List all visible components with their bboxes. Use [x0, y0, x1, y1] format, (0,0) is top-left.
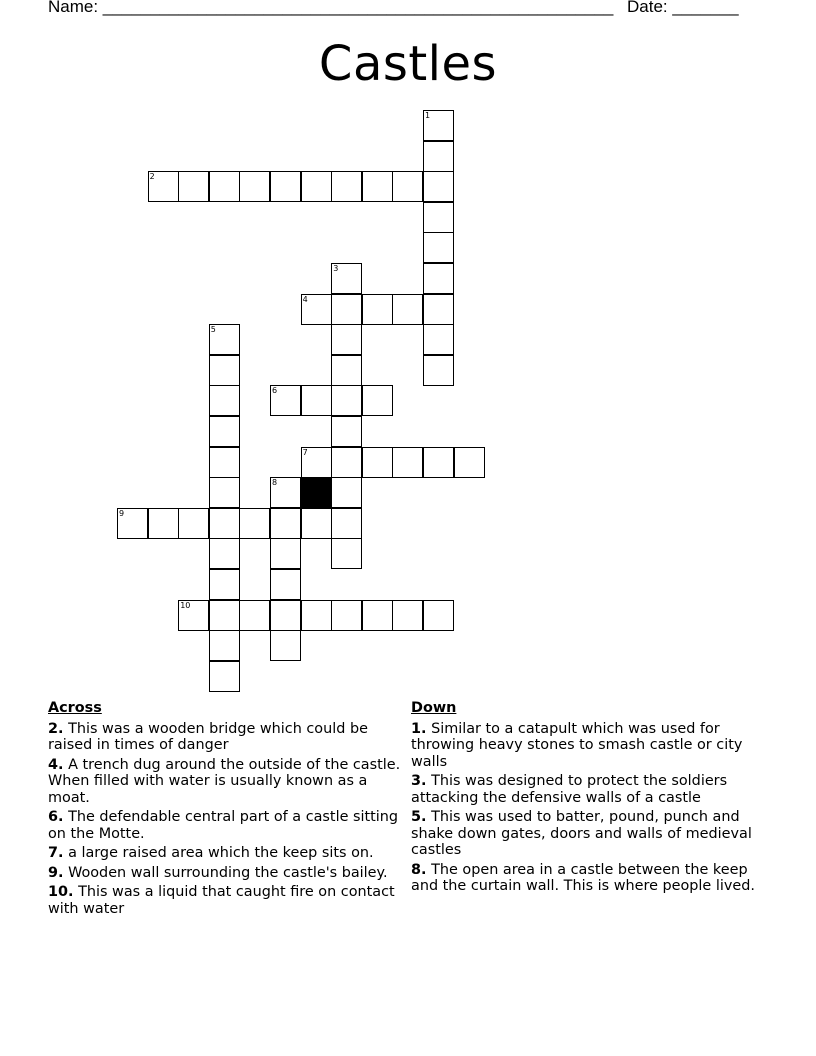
- grid-cell[interactable]: [178, 171, 209, 202]
- grid-cell[interactable]: [362, 385, 393, 416]
- grid-cell[interactable]: [117, 508, 148, 539]
- across-clue: [48, 865, 408, 882]
- grid-cell[interactable]: [270, 569, 301, 600]
- clue-number-label: 8: [272, 478, 278, 488]
- grid-cell[interactable]: [423, 110, 454, 141]
- clue-number-label: 4: [302, 294, 308, 304]
- down-clue: [411, 773, 771, 806]
- grid-cell[interactable]: [301, 447, 332, 478]
- grid-cell[interactable]: [209, 355, 240, 386]
- clue-text: A trench dug around the outside of the castle. When filled with water is usually known as a moat.: [48, 756, 401, 806]
- clue-number-label: 5: [210, 325, 216, 335]
- down-clue: [411, 862, 771, 895]
- grid-cell[interactable]: [301, 171, 332, 202]
- grid-cell[interactable]: [209, 324, 240, 355]
- grid-cell[interactable]: [209, 661, 240, 692]
- grid-cell[interactable]: [270, 385, 301, 416]
- across-clue: [48, 721, 408, 754]
- grid-cell[interactable]: [239, 600, 270, 631]
- across-clues: [48, 700, 408, 920]
- across-clue: [48, 845, 408, 862]
- date-field-label: Date: _______: [627, 0, 739, 16]
- clue-text: This was a liquid that caught fire on contact with water: [48, 884, 395, 917]
- grid-cell[interactable]: [209, 569, 240, 600]
- grid-cell[interactable]: [209, 508, 240, 539]
- grid-cell[interactable]: [454, 447, 485, 478]
- grid-cell[interactable]: [331, 294, 362, 325]
- grid-cell[interactable]: [270, 538, 301, 569]
- grid-block: [301, 477, 332, 508]
- clue-number-label: 10: [180, 600, 191, 610]
- grid-cell[interactable]: [423, 600, 454, 631]
- grid-cell[interactable]: [209, 385, 240, 416]
- grid-cell[interactable]: [423, 202, 454, 233]
- grid-cell[interactable]: [392, 294, 423, 325]
- grid-cell[interactable]: [331, 385, 362, 416]
- grid-cell[interactable]: [331, 538, 362, 569]
- clue-number-label: 2: [149, 172, 155, 182]
- clue-number: 5.: [411, 809, 427, 825]
- down-heading: Down: [411, 700, 457, 716]
- across-clue: [48, 757, 408, 807]
- grid-cell[interactable]: [239, 508, 270, 539]
- grid-cell[interactable]: [270, 508, 301, 539]
- grid-cell[interactable]: [239, 171, 270, 202]
- clue-text: The defendable central part of a castle sitting on the Motte.: [48, 809, 399, 842]
- grid-cell[interactable]: [270, 171, 301, 202]
- grid-cell[interactable]: [362, 294, 393, 325]
- grid-cell[interactable]: [392, 600, 423, 631]
- down-clue: [411, 721, 771, 771]
- grid-cell[interactable]: [301, 600, 332, 631]
- grid-cell[interactable]: [423, 171, 454, 202]
- clue-number-label: 3: [333, 264, 339, 273]
- clue-number-label: 1: [425, 111, 431, 120]
- grid-cell[interactable]: [423, 141, 454, 172]
- grid-cell[interactable]: [423, 324, 454, 355]
- grid-cell[interactable]: [331, 508, 362, 539]
- grid-cell[interactable]: [362, 600, 393, 631]
- clue-number: 4.: [48, 756, 64, 773]
- clue-text: a large raised area which the keep sits on.: [68, 845, 374, 861]
- grid-cell[interactable]: [362, 447, 393, 478]
- grid-cell[interactable]: [178, 508, 209, 539]
- grid-cell[interactable]: [301, 508, 332, 539]
- clue-text: The open area in a castle between the keep and the curtain wall. This is where people lived.: [411, 861, 755, 894]
- puzzle-title: Castles: [318, 36, 498, 92]
- clue-text: Wooden wall surrounding the castle's bailey.: [68, 864, 388, 881]
- grid-cell[interactable]: [423, 263, 454, 294]
- grid-cell[interactable]: [423, 294, 454, 325]
- clue-number: 6.: [48, 809, 64, 825]
- grid-cell[interactable]: [331, 355, 362, 386]
- clue-text: This was used to batter, pound, punch and shake down gates, doors and walls of medieval castles: [411, 809, 752, 858]
- grid-cell[interactable]: [423, 447, 454, 478]
- grid-cell[interactable]: [362, 171, 393, 202]
- grid-cell[interactable]: [209, 477, 240, 508]
- grid-cell[interactable]: [270, 477, 301, 508]
- grid-cell[interactable]: [209, 600, 240, 631]
- clue-number: 3.: [411, 773, 427, 789]
- grid-cell[interactable]: [392, 171, 423, 202]
- clue-number: 9.: [48, 864, 64, 881]
- grid-cell[interactable]: [331, 324, 362, 355]
- clue-number: 2.: [48, 720, 64, 737]
- clue-number: 10.: [48, 884, 74, 900]
- clue-text: This was designed to protect the soldiers attacking the defensive walls of a castle: [411, 773, 728, 806]
- down-clue: [411, 809, 771, 859]
- grid-cell[interactable]: [209, 171, 240, 202]
- name-field-label: Name: ______________________________________________________: [48, 0, 614, 16]
- grid-cell[interactable]: [331, 600, 362, 631]
- grid-cell[interactable]: [331, 263, 362, 294]
- grid-cell[interactable]: [331, 447, 362, 478]
- across-heading: Across: [48, 700, 102, 716]
- grid-cell[interactable]: [209, 630, 240, 661]
- clue-number: 8.: [411, 861, 427, 878]
- grid-cell[interactable]: [331, 171, 362, 202]
- clue-number: 1.: [411, 720, 427, 737]
- down-clues: [411, 700, 771, 898]
- clue-text: Similar to a catapult which was used for throwing heavy stones to smash castle or city walls: [411, 720, 743, 770]
- grid-cell[interactable]: [331, 477, 362, 508]
- across-clue: [48, 809, 408, 842]
- clue-text: This was a wooden bridge which could be raised in times of danger: [48, 720, 368, 753]
- across-clue: [48, 884, 408, 917]
- grid-cell[interactable]: [423, 232, 454, 263]
- clue-number-label: 6: [272, 386, 278, 396]
- grid-cell[interactable]: [270, 630, 301, 661]
- grid-cell[interactable]: [423, 355, 454, 386]
- clue-number-label: 9: [119, 508, 125, 518]
- grid-cell[interactable]: [392, 447, 423, 478]
- grid-cell[interactable]: [148, 508, 179, 539]
- grid-cell[interactable]: [209, 416, 240, 447]
- grid-cell[interactable]: [331, 416, 362, 447]
- clue-number-label: 7: [302, 447, 308, 457]
- grid-cell[interactable]: [209, 538, 240, 569]
- grid-cell[interactable]: [270, 600, 301, 631]
- grid-cell[interactable]: [209, 447, 240, 478]
- clue-number: 7.: [48, 845, 64, 861]
- grid-cell[interactable]: [301, 294, 332, 325]
- grid-cell[interactable]: [148, 171, 179, 202]
- grid-cell[interactable]: [178, 600, 209, 631]
- grid-cell[interactable]: [301, 385, 332, 416]
